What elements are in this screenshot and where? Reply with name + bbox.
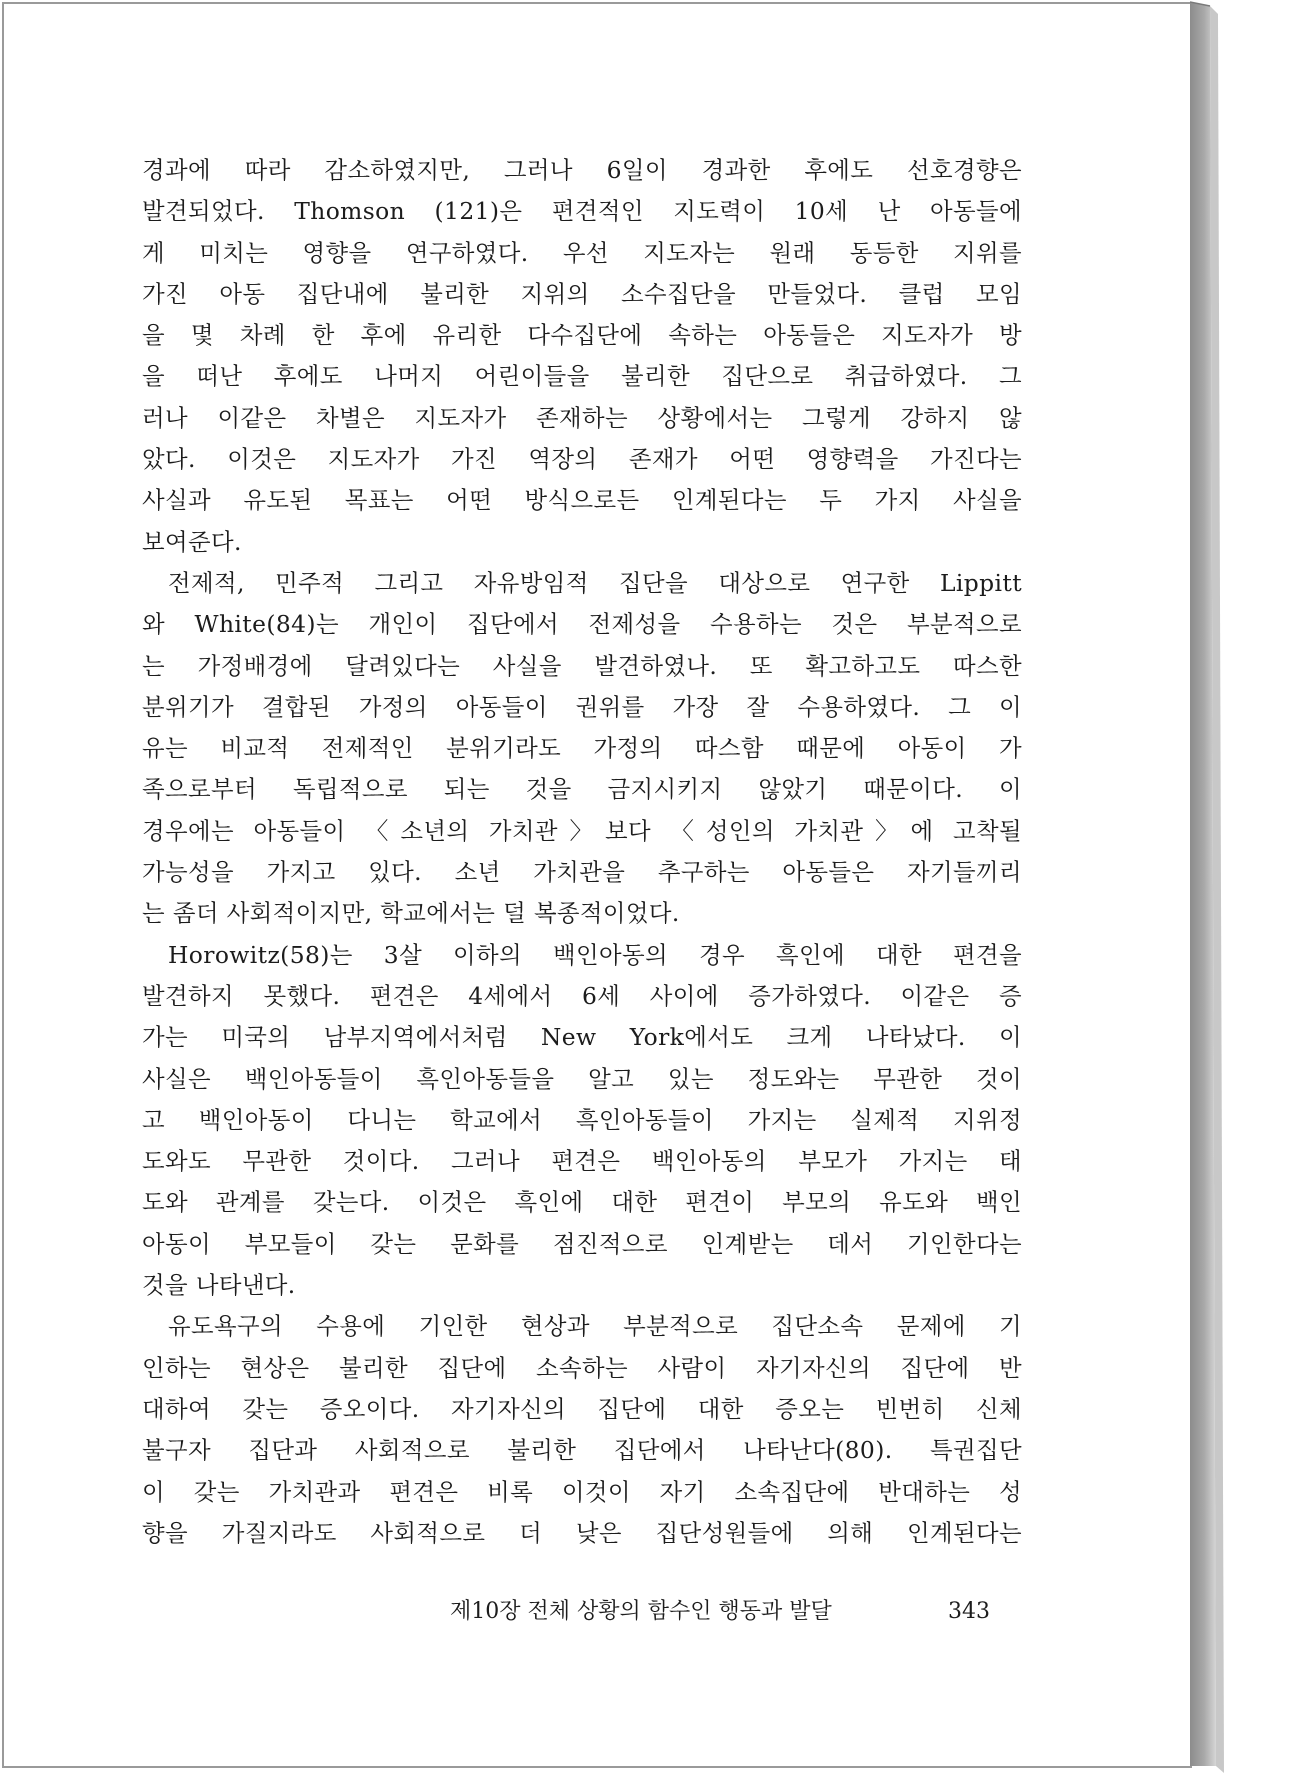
page-fold-shape: [1190, 0, 1288, 1773]
text-line: 을 몇 차례 한 후에 유리한 다수집단에 속하는 아동들은 지도자가 방: [142, 321, 1022, 350]
text-line: 불구자 집단과 사회적으로 불리한 집단에서 나타난다(80). 특권집단: [142, 1436, 1022, 1465]
text-line: 대하여 갖는 증오이다. 자기자신의 집단에 대한 증오는 빈번히 신체: [142, 1394, 1022, 1423]
text-line: 가는 미국의 남부지역에서처럼 New York에서도 크게 나타났다. 이: [142, 1023, 1022, 1052]
page-fold-edge: [1190, 0, 1288, 1773]
text-line: 분위기가 결합된 가정의 아동들이 권위를 가장 잘 수용하였다. 그 이: [142, 692, 1022, 721]
text-line: 고 백인아동이 다니는 학교에서 흑인아동들이 가지는 실제적 지위정: [142, 1105, 1022, 1134]
text-line: 이 갖는 가치관과 편견은 비록 이것이 자기 소속집단에 반대하는 성: [142, 1477, 1022, 1506]
text-line: 사실과 유도된 목표는 어떤 방식으로든 인계된다는 두 가지 사실을: [142, 486, 1022, 515]
text-line: 발견하지 못했다. 편견은 4세에서 6세 사이에 증가하였다. 이같은 증: [142, 981, 1022, 1010]
page-footer: [450, 1596, 990, 1628]
running-footer-chapter-title: 제10장 전체 상황의 함수인 행동과 발달: [450, 1599, 832, 1624]
text-line: 와 White(84)는 개인이 집단에서 전제성을 수용하는 것은 부분적으로: [142, 610, 1022, 639]
text-line: 는 가정배경에 달려있다는 사실을 발견하였나. 또 확고하고도 따스한: [142, 651, 1022, 680]
text-line: 경우에는 아동들이 〈소년의 가치관〉보다 〈성인의 가치관〉에 고착될: [142, 816, 1022, 845]
text-line: 는 좀더 사회적이지만, 학교에서는 덜 복종적이었다.: [142, 899, 680, 928]
text-line: Horowitz(58)는 3살 이하의 백인아동의 경우 흑인에 대한 편견을: [168, 940, 1022, 969]
page-number: 343: [948, 1599, 990, 1624]
text-line: 경과에 따라 감소하였지만, 그러나 6일이 경과한 후에도 선호경향은: [142, 156, 1022, 184]
text-line: 도와 관계를 갖는다. 이것은 흑인에 대한 편견이 부모의 유도와 백인: [142, 1188, 1022, 1217]
text-line: 향을 가질지라도 사회적으로 더 낮은 집단성원들에 의해 인계된다는: [142, 1518, 1022, 1547]
text-line: 게 미치는 영향을 연구하였다. 우선 지도자는 원래 동등한 지위를: [142, 238, 1022, 267]
text-line: 아동이 부모들이 갖는 문화를 점진적으로 인계받는 데서 기인한다는: [142, 1229, 1022, 1258]
text-line: 전제적, 민주적 그리고 자유방임적 집단을 대상으로 연구한 Lippitt: [168, 568, 1022, 597]
body-text: [142, 150, 1022, 1554]
text-line: 사실은 백인아동들이 흑인아동들을 알고 있는 정도와는 무관한 것이: [142, 1064, 1022, 1093]
text-line: 가진 아동 집단내에 불리한 지위의 소수집단을 만들었다. 클럽 모임: [142, 279, 1022, 308]
text-line: 가능성을 가지고 있다. 소년 가치관을 추구하는 아동들은 자기들끼리: [142, 858, 1022, 887]
text-line: 을 떠난 후에도 나머지 어린이들을 불리한 집단으로 취급하였다. 그: [142, 362, 1022, 391]
text-line: 것을 나타낸다.: [142, 1271, 296, 1300]
text-line: 인하는 현상은 불리한 집단에 소속하는 사람이 자기자신의 집단에 반: [142, 1353, 1022, 1382]
text-line: 보여준다.: [142, 527, 242, 556]
text-line: 유는 비교적 전제적인 분위기라도 가정의 따스함 때문에 아동이 가: [142, 734, 1022, 763]
text-line: 족으로부터 독립적으로 되는 것을 금지시키지 않았기 때문이다. 이: [142, 775, 1022, 804]
text-line: 도와도 무관한 것이다. 그러나 편견은 백인아동의 부모가 가지는 태: [142, 1147, 1022, 1176]
text-line: 유도욕구의 수용에 기인한 현상과 부분적으로 집단소속 문제에 기: [168, 1312, 1022, 1341]
text-line: 았다. 이것은 지도자가 가진 역장의 존재가 어떤 영향력을 가진다는: [142, 445, 1022, 474]
text-line: 러나 이같은 차별은 지도자가 존재하는 상황에서는 그렇게 강하지 않: [142, 403, 1022, 432]
text-line: 발견되었다. Thomson (121)은 편견적인 지도력이 10세 난 아동들에: [142, 197, 1022, 226]
